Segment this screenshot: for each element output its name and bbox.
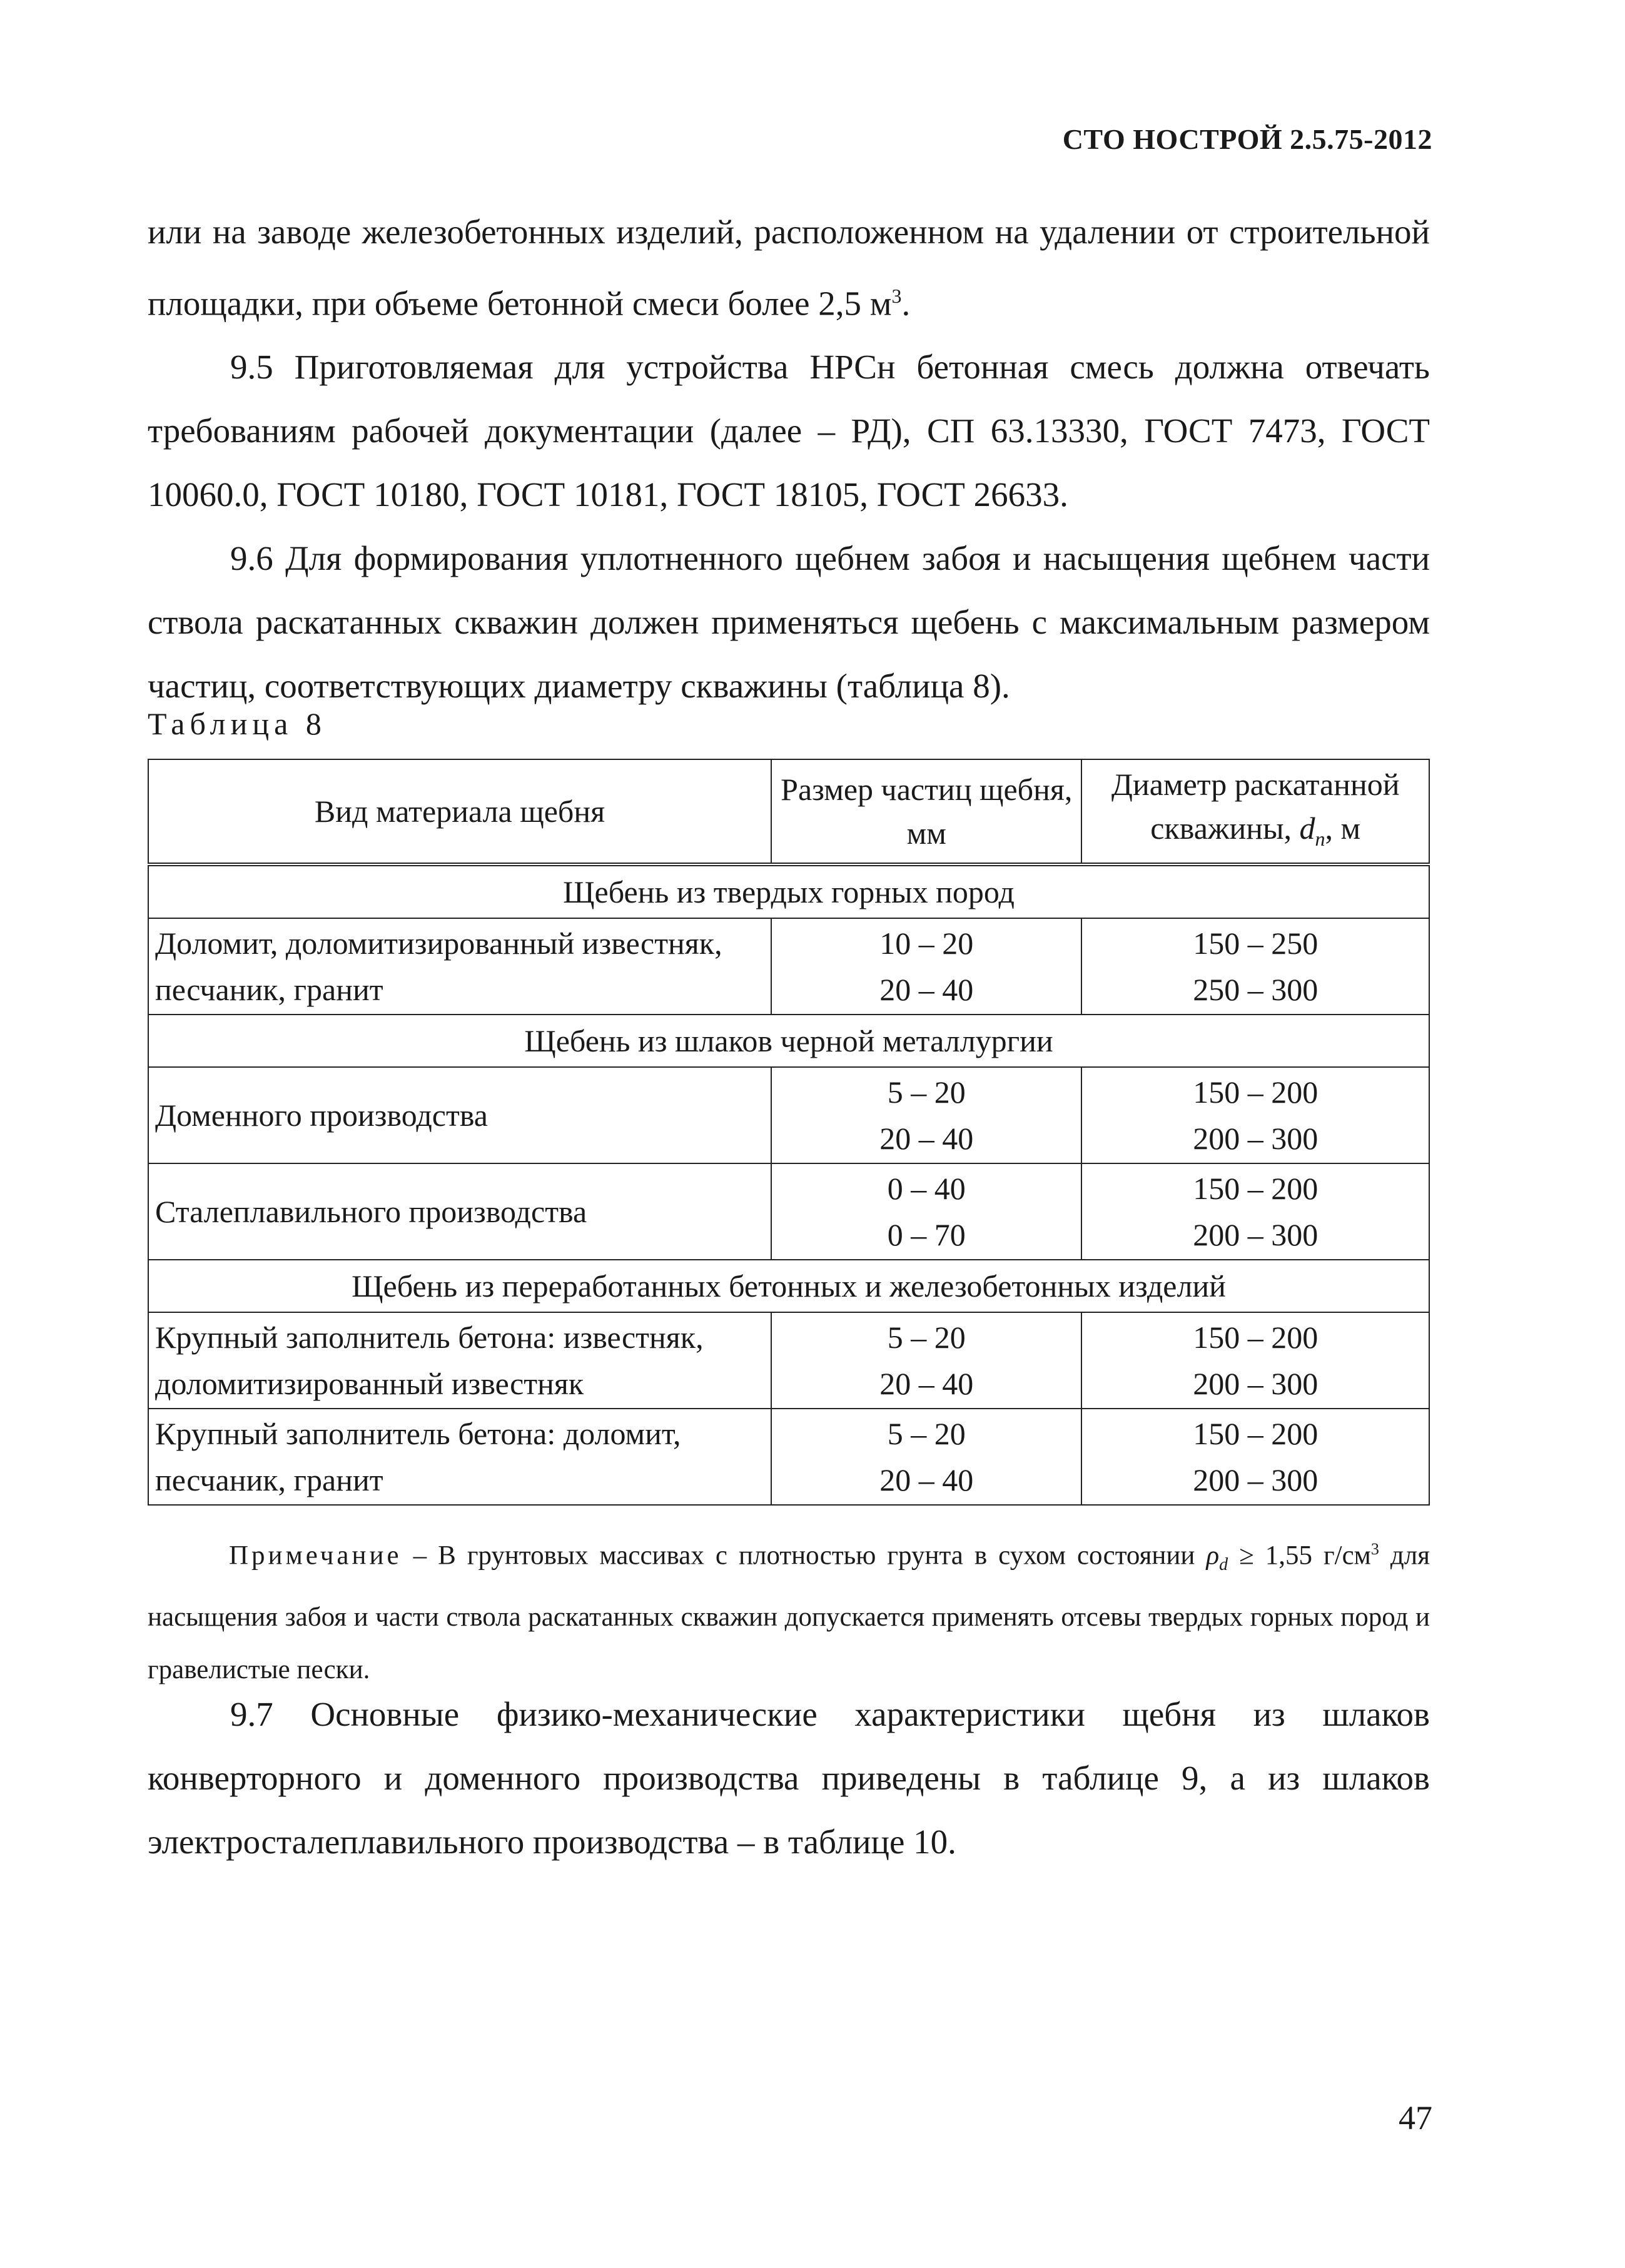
table-row: [148, 1163, 1429, 1260]
header-material: Вид материала щебня: [148, 759, 771, 864]
cell-size-1: 5 – 20: [887, 1075, 966, 1110]
body-text-top: [148, 200, 1430, 718]
paragraph-9-6: 9.6 Для формирования уплотненного щебнем забоя и насыщения щебнем части ствола раскатанных скважин должен применяться щебень с максимальным размером частиц, соответствующих диаметру скважины (таблица 8).: [148, 539, 1430, 706]
cell-material: Доменного производства: [148, 1067, 771, 1163]
cell-diameter: [1081, 1067, 1429, 1163]
note-text-2: ≥ 1,55 г/см: [1228, 1541, 1371, 1571]
cell-diam-2: 250 – 300: [1193, 972, 1319, 1007]
table-note: [148, 1523, 1430, 1696]
cell-diam-2: 200 – 300: [1193, 1462, 1319, 1497]
table-row: [148, 1312, 1429, 1409]
group-title-row: [148, 1015, 1429, 1067]
paragraph-continued: [148, 200, 1430, 335]
note-rho-sub: d: [1219, 1554, 1228, 1574]
paragraph-9-7: 9.7 Основные физико-механические характеристики щебня из шлаков конверторного и доменного производства приведены в таблице 9, а из шлаков электросталеплавильного производства – в таблице 10.: [148, 1695, 1430, 1861]
group-title: Щебень из шлаков черной металлургии: [148, 1015, 1429, 1067]
table-header-row: [148, 759, 1429, 864]
cell-material: Доломит, доломитизированный известняк, песчаник, гранит: [148, 918, 771, 1015]
note-rho: ρ: [1206, 1541, 1220, 1571]
cell-size: [771, 1409, 1081, 1505]
cell-diam-1: 150 – 200: [1193, 1075, 1319, 1110]
cell-size: [771, 1312, 1081, 1409]
note-paragraph: [148, 1523, 1430, 1696]
cell-diam-2: 200 – 300: [1193, 1366, 1319, 1401]
cell-material: Сталеплавильного производства: [148, 1163, 771, 1260]
document-header: СТО НОСТРОЙ 2.5.75-2012: [1062, 123, 1432, 155]
header-diameter-text: Диаметр раскатанной скважины,: [1111, 766, 1400, 846]
page-number: 47: [1399, 2099, 1432, 2137]
cell-material: Крупный заполнитель бетона: доломит, песчаник, гранит: [148, 1409, 771, 1505]
table-row: [148, 1409, 1429, 1505]
group-title-row: [148, 1260, 1429, 1312]
note-text-1: – В грунтовых массивах с плотностью грунта в сухом состоянии: [402, 1541, 1207, 1571]
note-sup: 3: [1370, 1540, 1379, 1558]
cell-size-1: 0 – 40: [887, 1171, 966, 1206]
cell-diam-1: 150 – 250: [1193, 926, 1319, 961]
cell-diameter: [1081, 1163, 1429, 1260]
group-title: Щебень из переработанных бетонных и железобетонных изделий: [148, 1260, 1429, 1312]
cell-size-1: 5 – 20: [887, 1416, 966, 1451]
cell-size: [771, 1067, 1081, 1163]
cell-size-2: 20 – 40: [879, 972, 974, 1007]
cell-diam-1: 150 – 200: [1193, 1171, 1319, 1206]
cell-size-2: 20 – 40: [879, 1121, 974, 1156]
cell-diam-1: 150 – 200: [1193, 1320, 1319, 1355]
header-diameter-var: d: [1299, 810, 1315, 846]
table-row: [148, 918, 1429, 1015]
cell-diameter: [1081, 918, 1429, 1015]
table-8: [148, 759, 1430, 1506]
table-row: [148, 1067, 1429, 1163]
header-diameter-unit: , м: [1325, 810, 1361, 846]
note-text-3: для насыщения забоя и части ствола раскатанных скважин допускается применять отсевы твердых горных пород и гравелистые пески.: [148, 1541, 1430, 1684]
cell-size-2: 20 – 40: [879, 1366, 974, 1401]
cell-size-2: 0 – 70: [887, 1217, 966, 1252]
cell-size-1: 10 – 20: [879, 926, 974, 961]
group-title: Щебень из твердых горных пород: [148, 864, 1429, 918]
paragraph-9-5: 9.5 Приготовляемая для устройства НРСн бетонная смесь должна отвечать требованиям рабочей документации (далее – РД), СП 63.13330, ГОСТ 7473, ГОСТ 10060.0, ГОСТ 10180, ГОСТ 10181, ГОСТ 18105, ГОСТ 26633.: [148, 348, 1430, 514]
cell-diameter: [1081, 1312, 1429, 1409]
group-title-row: [148, 864, 1429, 918]
superscript-3: 3: [891, 285, 902, 307]
cell-diam-2: 200 – 300: [1193, 1217, 1319, 1252]
note-label: Примечание: [229, 1541, 402, 1571]
cell-diam-1: 150 – 200: [1193, 1416, 1319, 1451]
header-diameter-sub: п: [1315, 827, 1325, 850]
body-text-bottom: [148, 1683, 1430, 1874]
paragraph-continued-text: или на заводе железобетонных изделий, расположенном на удалении от строительной площадки, при объеме бетонной смеси более 2,5 м: [148, 213, 1430, 323]
cell-diameter: [1081, 1409, 1429, 1505]
cell-size: [771, 918, 1081, 1015]
paragraph-continued-tail: .: [901, 284, 911, 323]
cell-size: [771, 1163, 1081, 1260]
cell-diam-2: 200 – 300: [1193, 1121, 1319, 1156]
header-diameter: [1081, 759, 1429, 864]
header-size: Размер частиц щебня, мм: [771, 759, 1081, 864]
cell-size-2: 20 – 40: [879, 1462, 974, 1497]
cell-size-1: 5 – 20: [887, 1320, 966, 1355]
cell-material: Крупный заполнитель бетона: известняк, доломитизированный известняк: [148, 1312, 771, 1409]
table-caption: Таблица 8: [148, 706, 327, 741]
